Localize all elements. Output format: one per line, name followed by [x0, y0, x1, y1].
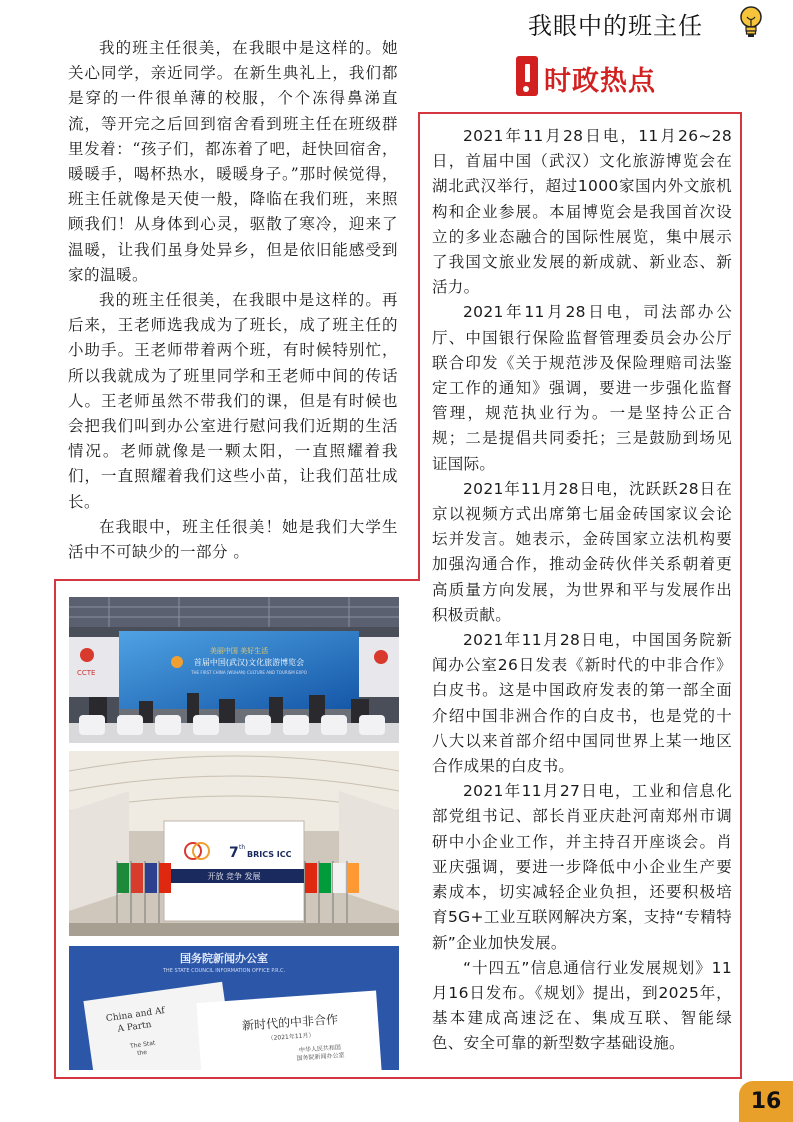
book-en-line-2: A Partn [117, 1019, 153, 1035]
essay-paragraph: 在我眼中，班主任很美！她是我们大学生活中不可缺少的一部分 。 [68, 517, 398, 562]
white-paper-scene [69, 946, 399, 1070]
frame-left-lower [54, 579, 56, 1078]
photo-brics-forum [69, 751, 399, 936]
news-item: 2021年11月28日电，中国国务院新闻办公室26日发表《新时代的中非合作》白皮书。这是中国政府发表的第一部全面介绍中国非洲合作的白皮书，也是党的十八大以来首部介绍中国同世界上某一地区合作成果的白皮书。 [432, 631, 732, 776]
book-en-line-1: China and Af [105, 1006, 166, 1025]
lightbulb-icon [738, 4, 764, 42]
banner-line-3: THE FIRST CHINA (WUHAN) CULTURE AND TOURISM EXPO [191, 670, 307, 675]
brics-logo-sup: th [239, 844, 246, 851]
book-title: 新时代的中非合作 [241, 1012, 339, 1033]
book-publisher-2: 国务院新闻办公室 [296, 1051, 345, 1063]
frame-left-top [418, 112, 420, 580]
page-number: 16 [739, 1081, 793, 1122]
brics-slogan: 开放 竞争 发展 [207, 872, 261, 881]
exclamation-icon [516, 56, 538, 96]
section-title: 时政热点 [544, 66, 656, 97]
essay-paragraph: 我的班主任很美，在我眼中是这样的。她关心同学，亲近同学。在新生典礼上，我们都是穿的一件很单薄的校服，个个冻得鼻涕直流，等开完之后回到宿舍看到班主任在班级群里发着：“孩子们，都冻着了吧，赶快回宿舍，暖暖手，喝杯热水，暖暖身子。”那时候觉得，班主任就像是天使一般，降临在我们班，来照顾我们！从身体到心灵，驱散了寒冷，迎来了温暖，让我们虽身处异乡，但是依旧能感受到家的温暖。 [68, 39, 398, 284]
news-column [432, 124, 732, 1057]
book-en-line-3: The Stat [129, 1039, 156, 1051]
news-item: 2021年11月28日电，沈跃跃28日在京以视频方式出席第七届金砖国家议会论坛并发言。她表示，金砖国家立法机构要加强沟通合作，推动金砖伙伴关系朝着更高质量方向发展，为世界和平与发展作出积极贡献。 [432, 479, 732, 624]
expo-scene [69, 597, 399, 743]
brics-scene [69, 751, 399, 936]
expo-logo-text: CCTE [77, 669, 96, 677]
frame-left-bottom-edge [54, 579, 420, 581]
news-item: 2021年11月28日电，司法部办公厅、中国银行保险监督管理委员会办公厅联合印发《关于规范涉及保险理赔司法鉴定工作的通知》强调，要进一步强化监督管理，规范执业行为。一是坚持公正合规；二是提倡共同委托；三是鼓励到场见证国际。 [432, 303, 732, 473]
news-item: 2021年11月28日电，11月26~28日，首届中国（武汉）文化旅游博览会在湖北武汉举行，超过1000家国内外文旅机构和企业参展。本届博览会是我国首次设立的多业态融合的国际性展览，集中展示了我国文旅业发展的新成就、新业态、新活力。 [432, 127, 732, 297]
frame-right [740, 112, 742, 1079]
office-name-en: THE STATE COUNCIL INFORMATION OFFICE P.R.C. [162, 968, 286, 974]
brics-logo-text: BRICS ICC [247, 850, 292, 859]
photo-white-paper [69, 946, 399, 1070]
book-date: （2021年11月） [267, 1031, 315, 1043]
news-item: “十四五”信息通信行业发展规划》11月16日发布。《规划》提出，到2025年，基本建成高速泛在、集成互联、智能绿色、安全可靠的新型数字基础设施。 [432, 958, 732, 1053]
page-header-title: 我眼中的班主任 [528, 12, 703, 40]
banner-line-1: 美丽中国 美好生活 [209, 647, 269, 655]
photo-culture-expo [69, 597, 399, 743]
frame-bottom [54, 1077, 742, 1079]
office-name-cn: 国务院新闻办公室 [180, 952, 268, 965]
brics-logo-number: 7 [229, 845, 239, 861]
news-item: 2021年11月27日电，工业和信息化部党组书记、部长肖亚庆赴河南郑州市调研中小企业工作，并主持召开座谈会。肖亚庆强调，要进一步降低中小企业生产要素成本，切实减轻企业负担，还要积极培育5G+工业互联网解决方案，支持“专精特新”企业加快发展。 [432, 782, 732, 952]
frame-top [418, 112, 742, 114]
banner-line-2: 首届中国(武汉)文化旅游博览会 [193, 658, 305, 667]
book-en-line-4: the [136, 1048, 148, 1058]
book-publisher-1: 中华人民共和国 [298, 1044, 342, 1055]
essay-text [68, 36, 398, 565]
essay-paragraph: 我的班主任很美，在我眼中是这样的。再后来，王老师选我成为了班长，成了班主任的小助手。王老师带着两个班，有时候特别忙，所以我就成为了班里同学和王老师中间的传话人。王老师虽然不带我们的课，但是有时候也会把我们叫到办公室进行慰问我们近期的生活情况。老师就像是一颗太阳，一直照耀着我们，一直照耀着我们这些小苗，让我们茁壮成长。 [68, 291, 398, 511]
